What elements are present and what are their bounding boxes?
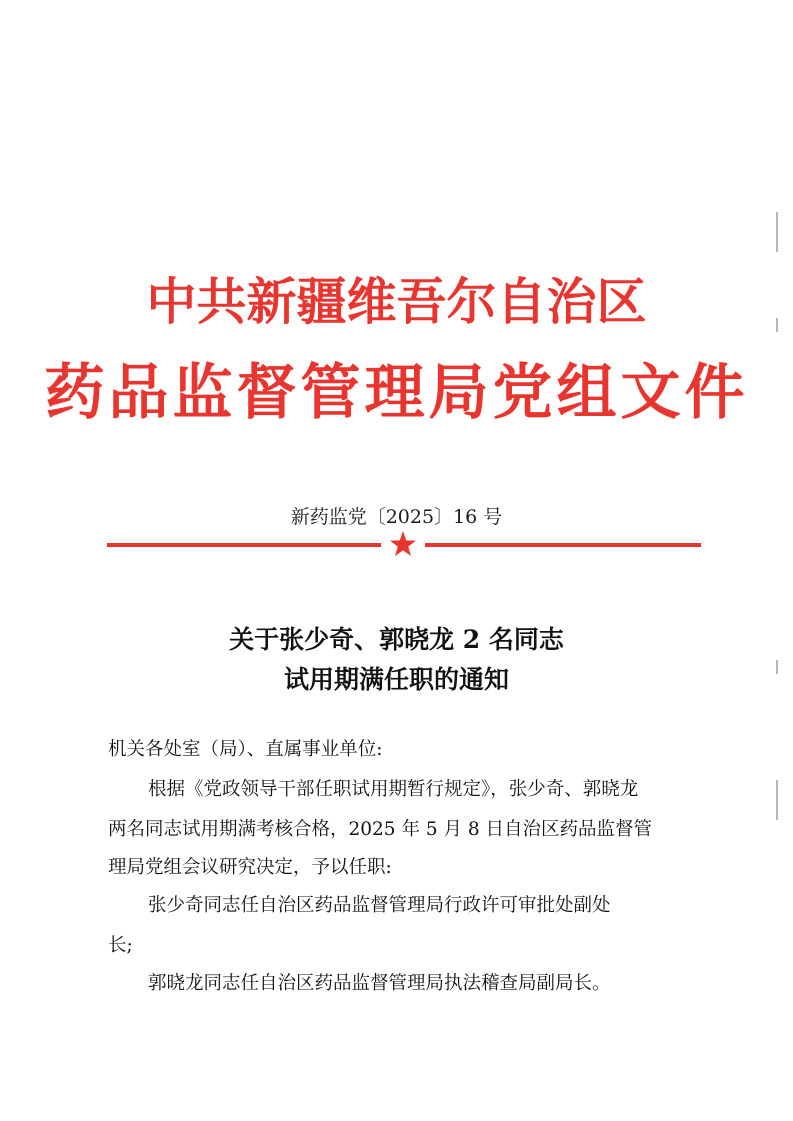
issuer-header-line-1: 中共新疆维吾尔自治区	[146, 272, 647, 331]
paragraph-2-line-2: 长;	[108, 935, 133, 956]
scan-edge-mark	[776, 780, 778, 820]
star-icon	[389, 530, 417, 558]
document-number: 新药监党〔2025〕16 号	[290, 506, 503, 528]
addressee-line: 机关各处室（局）、直属事业单位:	[108, 739, 383, 760]
scan-edge-mark	[776, 212, 778, 252]
red-divider-right	[425, 543, 701, 547]
paragraph-3: 郭晓龙同志任自治区药品监督管理局执法稽查局副局长。	[148, 973, 611, 994]
red-divider-left	[107, 543, 381, 547]
scan-edge-mark	[776, 660, 778, 674]
scan-edge-mark	[776, 318, 778, 332]
document-title-line-2: 试用期满任职的通知	[283, 665, 509, 694]
issuer-header-line-2: 药品监督管理局党组文件	[44, 358, 749, 428]
document-title-line-1: 关于张少奇、郭晓龙 2 名同志	[229, 625, 564, 654]
paragraph-1-line-2: 两名同志试用期满考核合格，2025 年 5 月 8 日自治区药品监督管	[108, 819, 653, 840]
paragraph-2-line-1: 张少奇同志任自治区药品监督管理局行政许可审批处副处	[148, 895, 611, 916]
paragraph-1-line-3: 理局党组会议研究决定，予以任职:	[108, 857, 392, 878]
paragraph-1-line-1: 根据《党政领导干部任职试用期暂行规定》，张少奇、郭晓龙	[148, 779, 639, 800]
